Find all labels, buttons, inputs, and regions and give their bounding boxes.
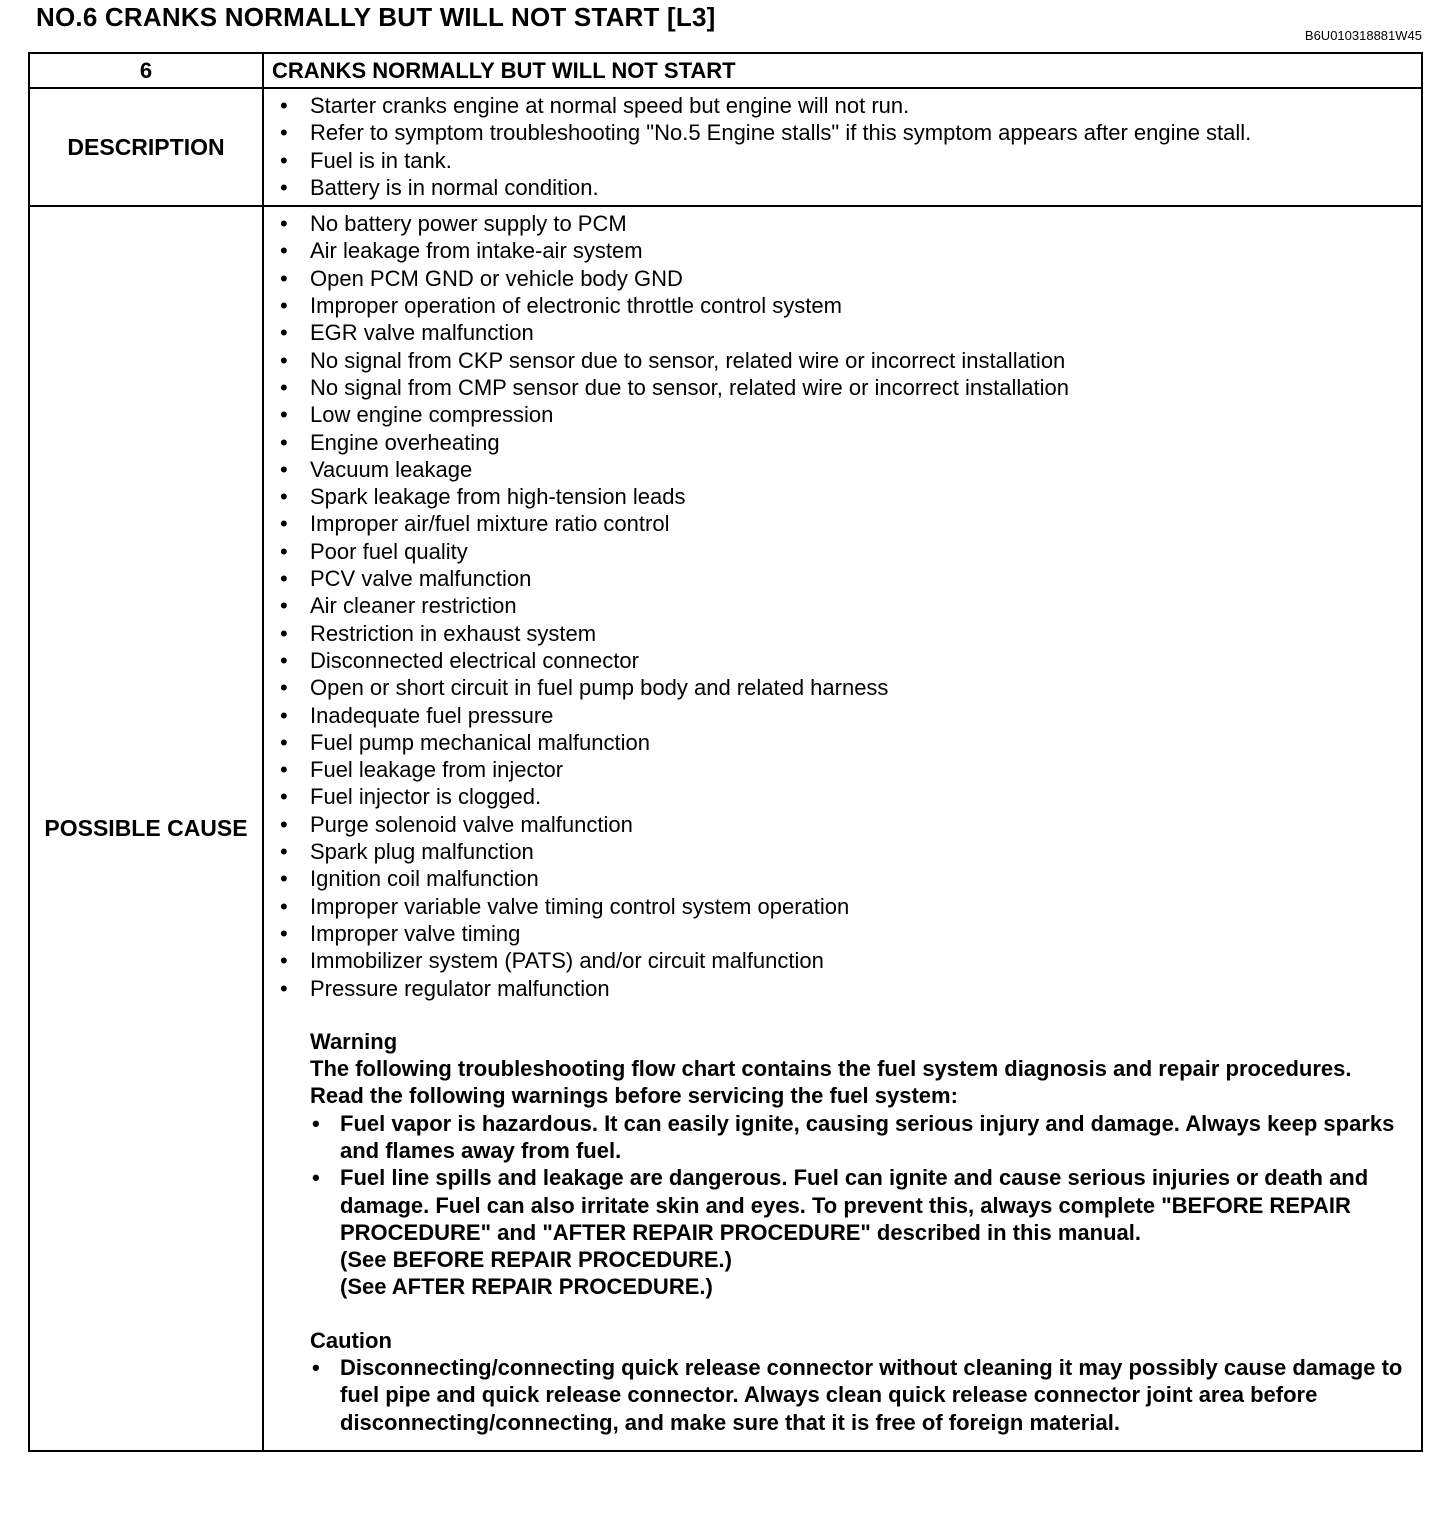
possible-cause-list <box>264 210 1421 1002</box>
description-item: • Fuel is in tank. <box>264 147 1413 174</box>
warning-block <box>310 1028 1421 1436</box>
cause-item: • Open or short circuit in fuel pump body and related harness <box>264 674 1413 701</box>
cause-item: • Low engine compression <box>264 401 1413 428</box>
troubleshooting-table <box>28 52 1423 1452</box>
warning-item-text: Fuel line spills and leakage are dangerous. Fuel can ignite and cause serious injuries or death and damage. Fuel can also irritate skin and eyes. To prevent this, always complete "BEFORE REPAIR PROCEDURE" and "AFTER REPAIR PROCEDURE" described in this manual. <box>340 1165 1369 1245</box>
warning-item <box>310 1110 1411 1165</box>
possible-cause-content <box>263 206 1422 1451</box>
description-list <box>264 92 1421 201</box>
cause-item: • Fuel injector is clogged. <box>264 783 1413 810</box>
symptom-title: CRANKS NORMALLY BUT WILL NOT START <box>263 53 1422 88</box>
cause-item: • Air cleaner restriction <box>264 592 1413 619</box>
symptom-number: 6 <box>29 53 263 88</box>
warning-heading: Warning <box>310 1028 398 1054</box>
cause-item: • Inadequate fuel pressure <box>264 702 1413 729</box>
cause-item: • No signal from CMP sensor due to sensor, related wire or incorrect installation <box>264 374 1413 401</box>
cause-item: • Improper operation of electronic throttle control system <box>264 292 1413 319</box>
cause-item: • Engine overheating <box>264 429 1413 456</box>
caution-list <box>310 1354 1411 1436</box>
cause-item: • EGR valve malfunction <box>264 319 1413 346</box>
cause-item: • Poor fuel quality <box>264 538 1413 565</box>
cause-item: • Fuel leakage from injector <box>264 756 1413 783</box>
description-item: • Battery is in normal condition. <box>264 174 1413 201</box>
warning-item-text: Fuel vapor is hazardous. It can easily ignite, causing serious injury and damage. Always keep sparks and flames away from fuel. <box>340 1110 1395 1163</box>
cause-item: • Spark leakage from high-tension leads <box>264 483 1413 510</box>
description-item: • Starter cranks engine at normal speed but engine will not run. <box>264 92 1413 119</box>
cause-item: • Pressure regulator malfunction <box>264 975 1413 1002</box>
cause-item: • PCV valve malfunction <box>264 565 1413 592</box>
caution-item <box>310 1354 1411 1436</box>
cause-item: • Fuel pump mechanical malfunction <box>264 729 1413 756</box>
cause-item: • Vacuum leakage <box>264 456 1413 483</box>
cause-item: • Improper air/fuel mixture ratio control <box>264 510 1413 537</box>
cause-item: • Improper valve timing <box>264 920 1413 947</box>
caution-item-text: Disconnecting/connecting quick release connector without cleaning it may possibly cause damage to fuel pipe and quick release connector. Always clean quick release connector joint area before disconnecting/connecting, and make sure that it is free of foreign material. <box>340 1355 1403 1435</box>
page-title: NO.6 CRANKS NORMALLY BUT WILL NOT START [L3] <box>36 2 716 32</box>
cause-item: • Air leakage from intake-air system <box>264 237 1413 264</box>
warning-item <box>310 1164 1411 1300</box>
warning-list <box>310 1110 1411 1301</box>
see-before-repair-reference: (See BEFORE REPAIR PROCEDURE.) <box>340 1247 732 1273</box>
document-code: B6U010318881W45 <box>1304 28 1422 43</box>
cause-item: • Improper variable valve timing control system operation <box>264 893 1413 920</box>
description-item: • Refer to symptom troubleshooting "No.5 Engine stalls" if this symptom appears after engine stall. <box>264 119 1413 146</box>
possible-cause-label: POSSIBLE CAUSE <box>29 206 263 1451</box>
see-after-repair-reference: (See AFTER REPAIR PROCEDURE.) <box>340 1274 713 1300</box>
description-content <box>263 88 1422 206</box>
cause-item: • No signal from CKP sensor due to sensor, related wire or incorrect installation <box>264 347 1413 374</box>
cause-item: • Restriction in exhaust system <box>264 620 1413 647</box>
cause-item: • No battery power supply to PCM <box>264 210 1413 237</box>
cause-item: • Disconnected electrical connector <box>264 647 1413 674</box>
cause-item: • Open PCM GND or vehicle body GND <box>264 265 1413 292</box>
table-header-row <box>29 53 1422 88</box>
possible-cause-row <box>29 206 1422 1451</box>
cause-item: • Purge solenoid valve malfunction <box>264 811 1413 838</box>
caution-block <box>310 1327 1411 1436</box>
description-row <box>29 88 1422 206</box>
cause-item: • Ignition coil malfunction <box>264 865 1413 892</box>
cause-item: • Spark plug malfunction <box>264 838 1413 865</box>
caution-heading: Caution <box>310 1327 392 1353</box>
cause-item: • Immobilizer system (PATS) and/or circuit malfunction <box>264 947 1413 974</box>
warning-intro: The following troubleshooting flow chart contains the fuel system diagnosis and repair procedures. Read the following warnings before servicing the fuel system: <box>310 1056 1352 1109</box>
description-label: DESCRIPTION <box>29 88 263 206</box>
